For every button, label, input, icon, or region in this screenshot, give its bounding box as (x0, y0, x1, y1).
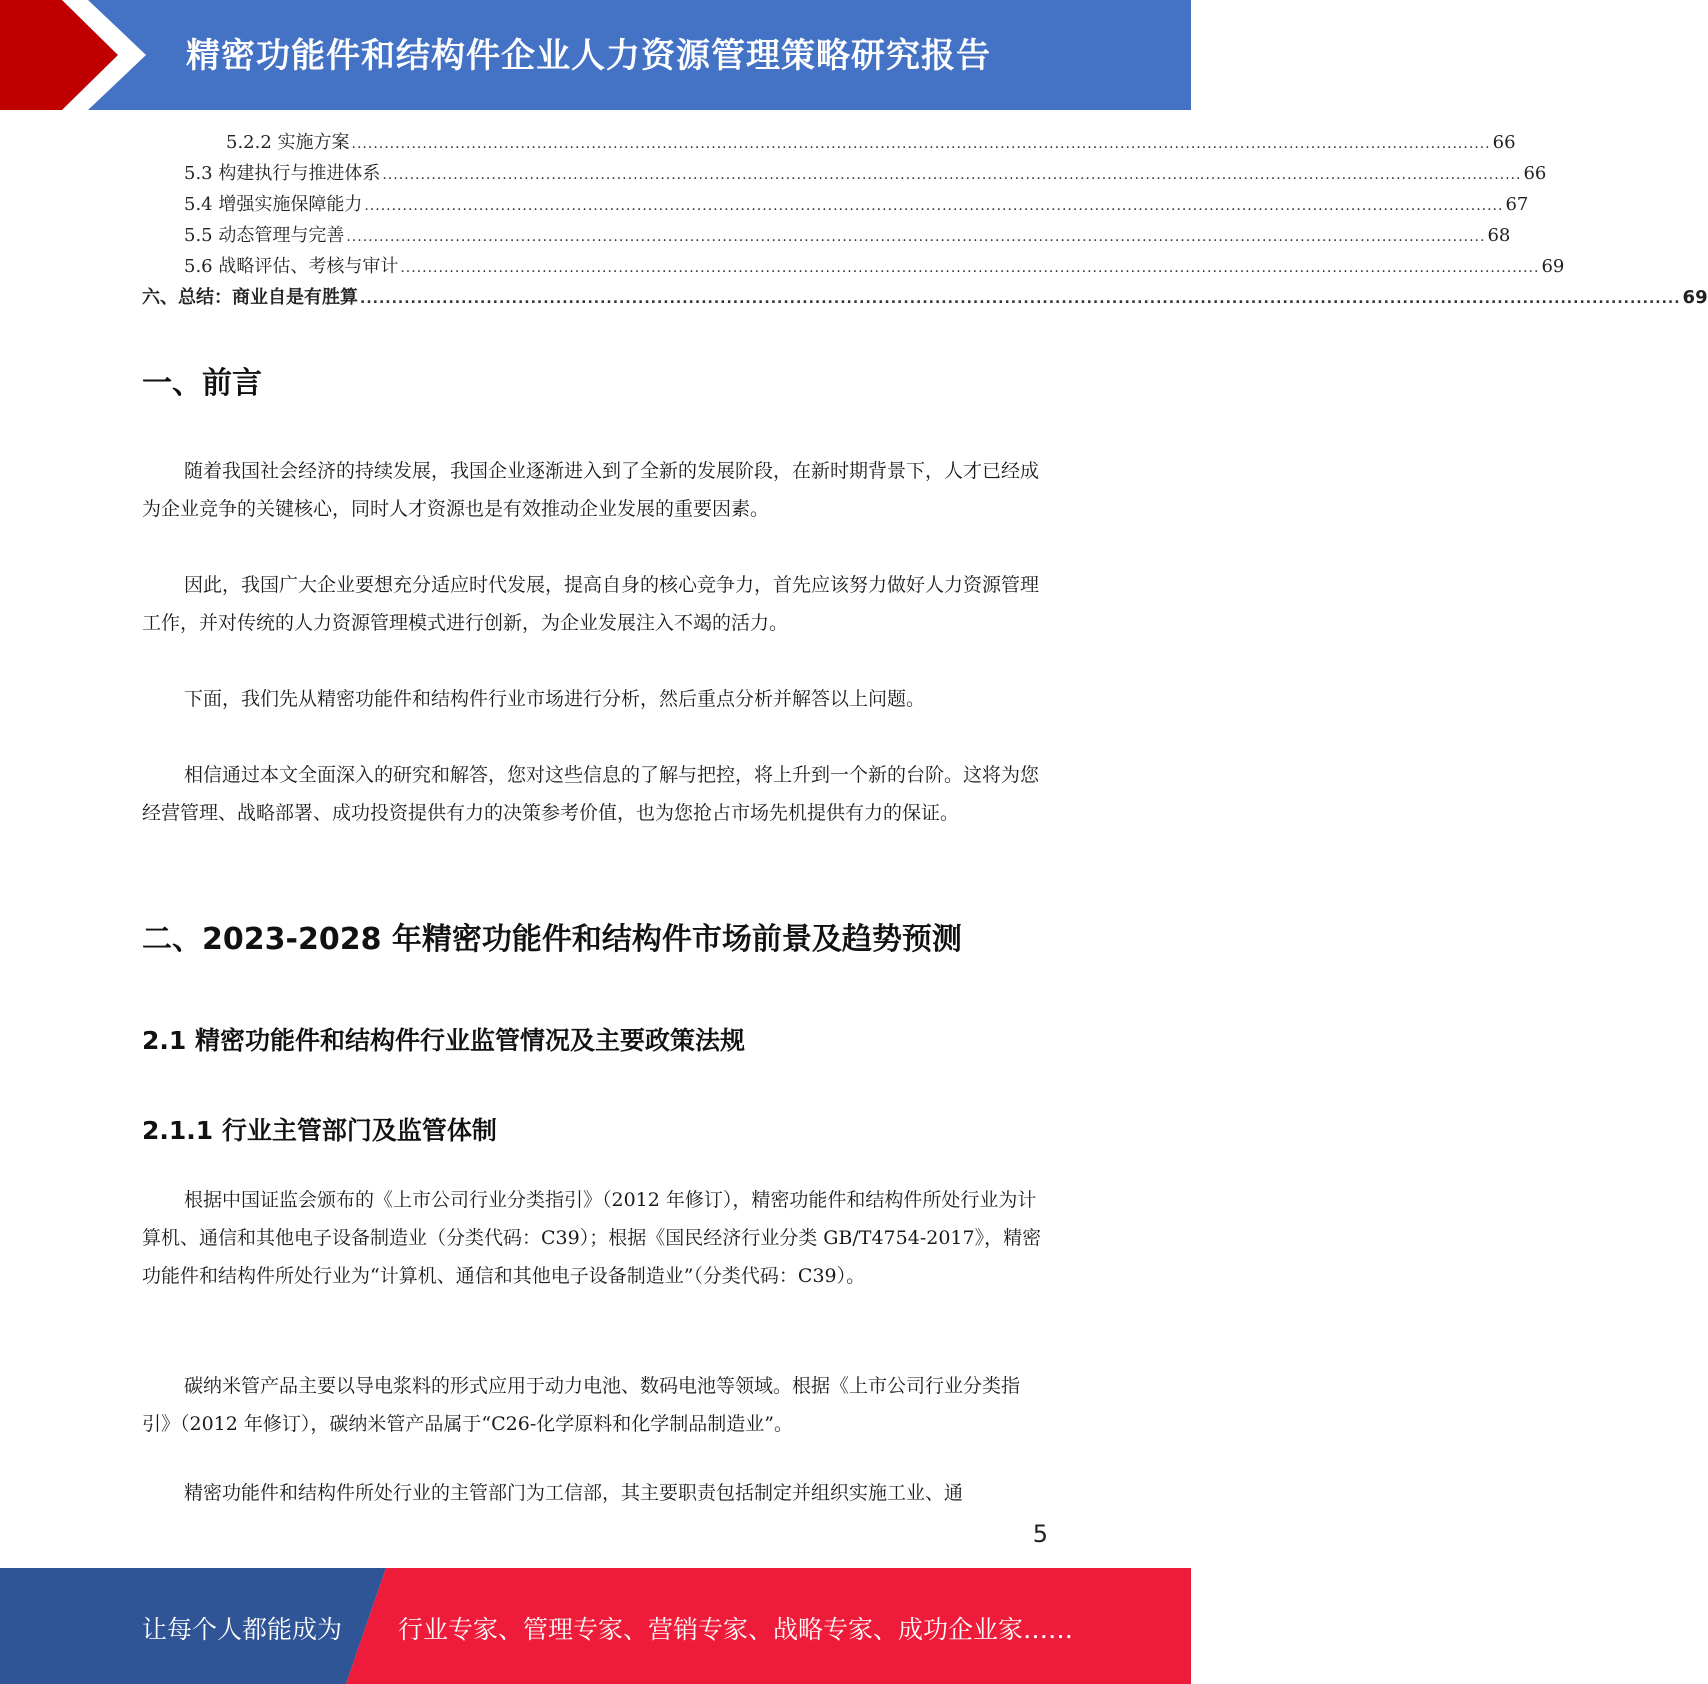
chapter-heading: 二、2023-2028 年精密功能件和结构件市场前景及趋势预测 (142, 922, 962, 957)
toc-leader-dots: ................................................................................................................................................................................................................. (346, 229, 1486, 245)
footer-slogan-right: 行业专家、管理专家、营销专家、战略专家、成功企业家…… (398, 1615, 1074, 1644)
toc-entry[interactable] (142, 190, 1529, 221)
toc-entry-label: 5.3 构建执行与推进体系 (184, 163, 381, 184)
subsection-heading: 2.1.1 行业主管部门及监管体制 (142, 1116, 497, 1145)
toc-entry-label: 5.2.2 实施方案 (226, 132, 350, 153)
toc-entry-label: 5.4 增强实施保障能力 (184, 194, 363, 215)
toc-entry-page: 68 (1487, 225, 1511, 246)
toc-entry-page: 67 (1505, 194, 1529, 215)
header-banner (0, 0, 1191, 110)
toc-leader-dots: ................................................................................................................................................................................................................. (360, 291, 1681, 307)
toc-leader-dots: ................................................................................................................................................................................................................. (400, 260, 1540, 276)
toc-leader-dots: ................................................................................................................................................................................................................. (382, 167, 1522, 183)
toc-entry-page: 66 (1492, 132, 1516, 153)
body-paragraph: 相信通过本文全面深入的研究和解答，您对这些信息的了解与把控，将上升到一个新的台阶。这将为您经营管理、战略部署、成功投资提供有力的决策参考价值，也为您抢占市场先机提供有力的保证。 (142, 764, 1040, 824)
body-paragraph: 精密功能件和结构件所处行业的主管部门为工信部，其主要职责包括制定并组织实施工业、通 (184, 1482, 964, 1504)
toc-entry-label: 六、总结：商业自是有胜算 (142, 287, 358, 308)
body-paragraph: 随着我国社会经济的持续发展，我国企业逐渐进入到了全新的发展阶段，在新时期背景下，人才已经成为企业竞争的关键核心，同时人才资源也是有效推动企业发展的重要因素。 (142, 460, 1040, 520)
toc-entry-label: 5.6 战略评估、考核与审计 (184, 256, 399, 277)
toc-entry[interactable] (142, 283, 1708, 314)
toc-leader-dots: ................................................................................................................................................................................................................. (351, 136, 1491, 152)
toc-entry-page: 69 (1541, 256, 1565, 277)
toc-entry-page: 69 (1682, 287, 1708, 308)
toc-entry[interactable] (142, 252, 1565, 283)
body-paragraph: 根据中国证监会颁布的《上市公司行业分类指引》（2012 年修订），精密功能件和结构件所处行业为计算机、通信和其他电子设备制造业（分类代码：C39）；根据《国民经济行业分类 GB/T4754-2017》，精密功能件和结构件所处行业为“计算机、通信和其他电子设备制造业”（分类代码：C39）。 (142, 1189, 1042, 1287)
table-of-contents (142, 128, 1708, 314)
section-heading: 2.1 精密功能件和结构件行业监管情况及主要政策法规 (142, 1026, 745, 1055)
toc-entry-label: 5.5 动态管理与完善 (184, 225, 345, 246)
preface-heading: 一、前言 (142, 366, 262, 401)
body-paragraph: 碳纳米管产品主要以导电浆料的形式应用于动力电池、数码电池等领域。根据《上市公司行业分类指引》（2012 年修订），碳纳米管产品属于“C26-化学原料和化学制品制造业”。 (142, 1375, 1021, 1435)
page-number: 5 (1032, 1520, 1048, 1548)
toc-entry-page: 66 (1523, 163, 1547, 184)
toc-entry[interactable] (142, 221, 1511, 252)
body-paragraph: 下面，我们先从精密功能件和结构件行业市场进行分析，然后重点分析并解答以上问题。 (184, 688, 926, 710)
header-arrow-decoration (0, 0, 160, 110)
footer-banner (0, 1568, 1191, 1684)
toc-leader-dots: ................................................................................................................................................................................................................. (364, 198, 1504, 214)
toc-entry[interactable] (142, 128, 1516, 159)
body-paragraph: 因此，我国广大企业要想充分适应时代发展，提高自身的核心竞争力，首先应该努力做好人力资源管理工作，并对传统的人力资源管理模式进行创新，为企业发展注入不竭的活力。 (142, 574, 1040, 634)
document-title: 精密功能件和结构件企业人力资源管理策略研究报告 (186, 36, 991, 76)
footer-slogan-left: 让每个人都能成为 (142, 1615, 343, 1644)
toc-entry[interactable] (142, 159, 1547, 190)
